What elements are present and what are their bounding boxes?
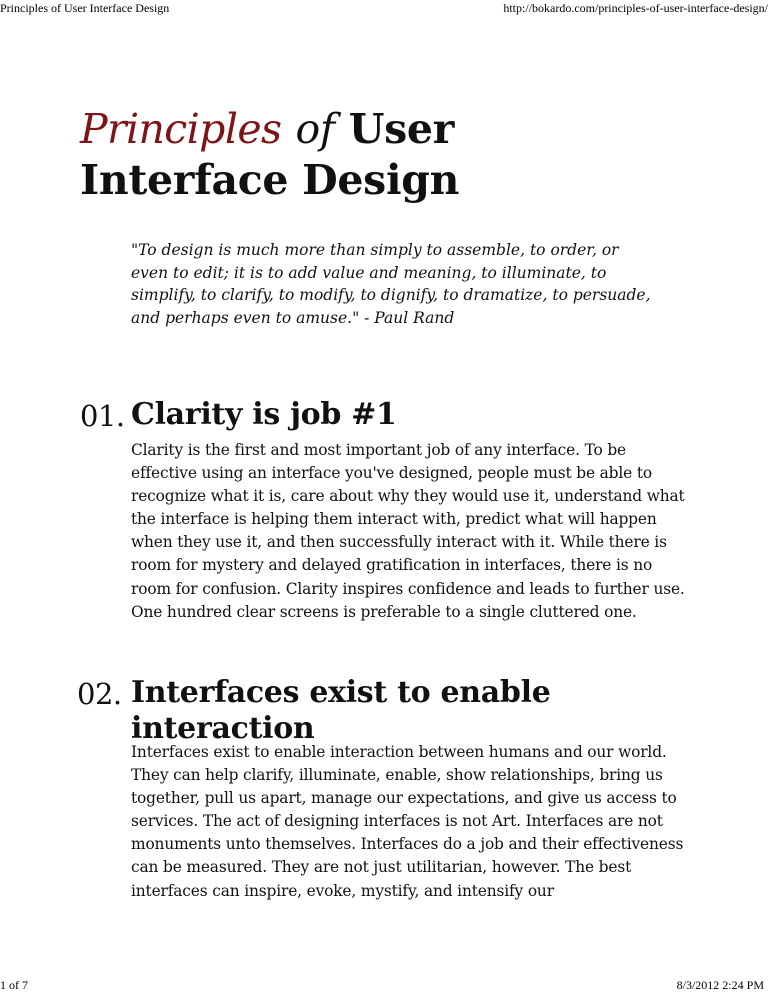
section-body-clarity: Clarity is the first and most important job of any interface. To be effective using an interface you've designed, people must be able to recognize what it is, care about why they would use it, understand what the interface is helping them interact with, predict what will happen when they use it, and then successfully interact with it. While there is room for mystery and delayed gratification in interfaces, there is no room for confusion. Clarity inspires confidence and leads to further use. One hundred clear screens is preferable to a single cluttered one. <box>131 441 685 621</box>
page-title <box>80 104 560 206</box>
section-number-02: 02. <box>77 677 122 711</box>
print-footer-page: 1 of 7 <box>0 978 28 992</box>
section-heading-clarity: Clarity is job #1 <box>131 397 397 432</box>
section-number-01: 01. <box>80 399 125 433</box>
section-heading-interaction: Interfaces exist to enable interaction <box>131 675 551 746</box>
print-footer-datetime: 8/3/2012 2:24 PM <box>676 978 764 992</box>
page-title-rest: User Interface Design <box>80 105 460 204</box>
intro-quote: "To design is much more than simply to assemble, to order, or even to edit; it is to add value and meaning, to illuminate, to simplify, to clarify, to modify, to dignify, to dramatize, to persuade, and perhaps even to amuse." - Paul Rand <box>131 241 651 327</box>
print-header-url: http://bokardo.com/principles-of-user-interface-design/ <box>503 1 768 15</box>
page-title-italic: Principles <box>80 105 282 153</box>
page-title-of: of <box>295 105 335 153</box>
section-body-interaction: Interfaces exist to enable interaction between humans and our world. They can help clarify, illuminate, enable, show relationships, bring us together, pull us apart, manage our expectations, and give us access to services. The act of designing interfaces is not Art. Interfaces are not monuments unto themselves. Interfaces do a job and their effectiveness can be measured. They are not just utilitarian, however. The best interfaces can inspire, evoke, mystify, and intensify our <box>131 743 684 900</box>
print-header-title: Principles of User Interface Design <box>0 1 170 15</box>
